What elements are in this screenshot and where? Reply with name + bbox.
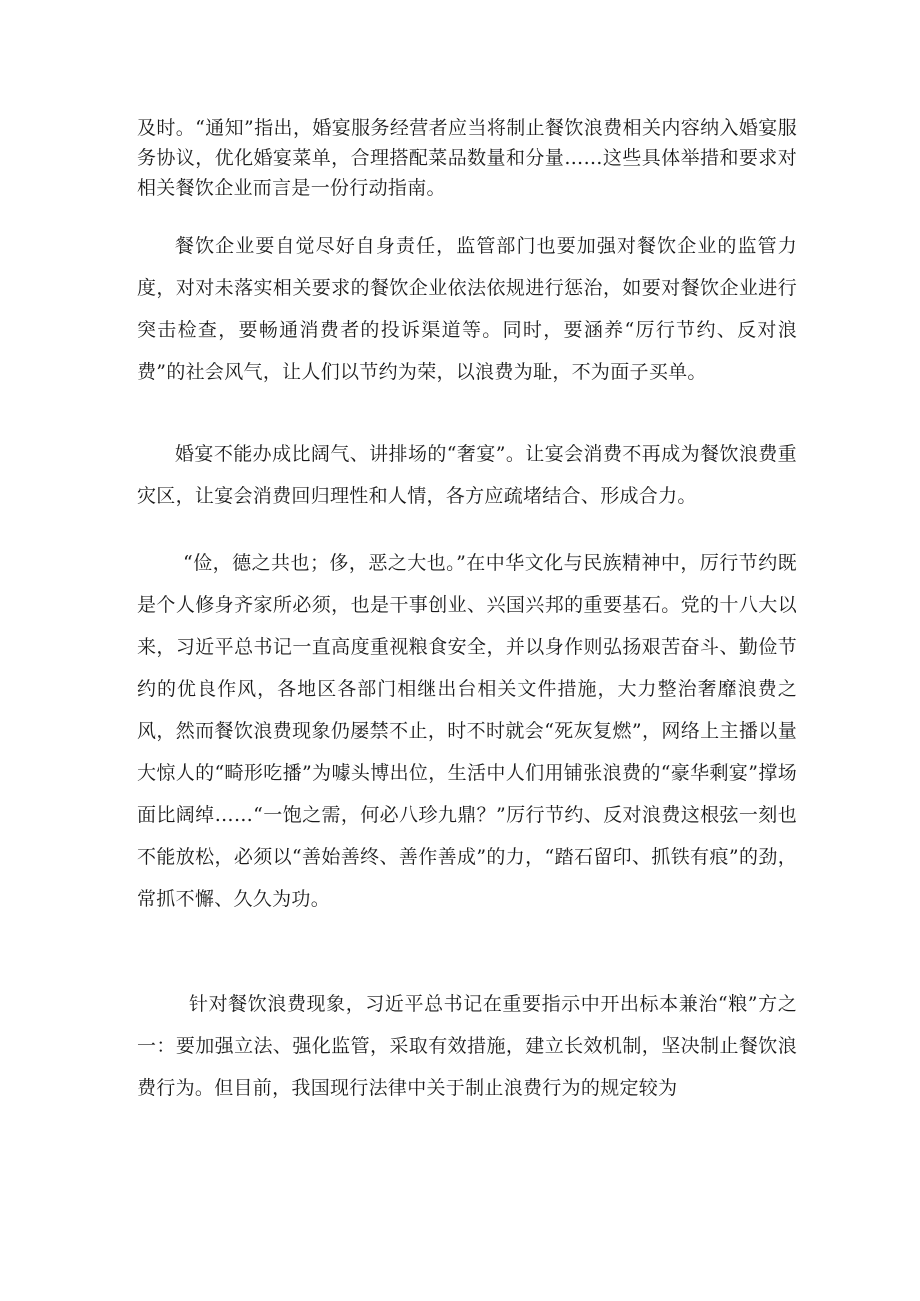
paragraph-enterprise-responsibility: 餐饮企业要自觉尽好自身责任，监管部门也要加强对餐饮企业的监管力度，对对未落实相关要求的餐饮企业依法依规进行惩治，如要对餐饮企业进行突击检查，要畅通消费者的投诉渠道等。同时，要涵养“厉行节约、反对浪费”的社会风气，让人们以节约为荣，以浪费为耻，不为面子买单。 — [137, 235, 797, 383]
paragraph-wedding-banquet: 婚宴不能办成比阔气、讲排场的“奢宴”。让宴会消费不再成为餐饮浪费重灾区，让宴会消费回归理性和人情，各方应疏堵结合、形成合力。 — [137, 443, 797, 507]
paragraph-legislation: 针对餐饮浪费现象，习近平总书记在重要指示中开出标本兼治“粮”方之一：要加强立法、强化监管，采取有效措施，建立长效机制，坚决制止餐饮浪费行为。但目前，我国现行法律中关于制止浪费行为的规定较为 — [137, 993, 797, 1099]
paragraph-wedding-notice: 及时。“通知”指出，婚宴服务经营者应当将制止餐饮浪费相关内容纳入婚宴服务协议，优化婚宴菜单，合理搭配菜品数量和分量……这些具体举措和要求对相关餐饮企业而言是一份行动指南。 — [137, 117, 797, 199]
paragraph-thrift-culture: “俭，德之共也；侈，恶之大也。”在中华文化与民族精神中，厉行节约既是个人修身齐家所必须，也是干事创业、兴国兴邦的重要基石。党的十八大以来，习近平总书记一直高度重视粮食安全，并以身作则弘扬艰苦奋斗、勤俭节约的优良作风，各地区各部门相继出台相关文件措施，大力整治奢靡浪费之风，然而餐饮浪费现象仍屡禁不止，时不时就会“死灰复燃”，网络上主播以量大惊人的“畸形吃播”为噱头博出位，生活中人们用铺张浪费的“豪华剩宴”撑场面比阔绰……“一饱之需，何必八珍九鼎？”厉行节约、反对浪费这根弦一刻也不能放松，必须以“善始善终、善作善成”的力，“踏石留印、抓铁有痕”的劲，常抓不懈、久久为功。 — [137, 552, 797, 910]
